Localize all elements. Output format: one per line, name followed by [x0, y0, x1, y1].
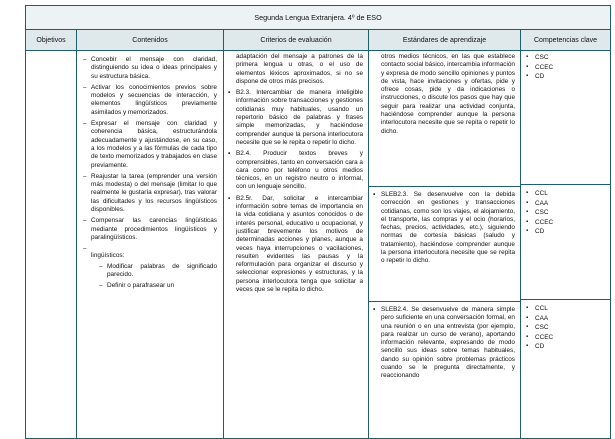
competencias-segment: [521, 185, 610, 300]
criterio-item: [224, 195, 368, 295]
header-estandares: Estándares de aprendizaje: [369, 30, 521, 51]
bullet-icon: ▪: [228, 150, 231, 158]
criterio-item: [224, 89, 368, 147]
estandar-segment: [369, 187, 520, 302]
criterio-item: [224, 150, 368, 191]
competencias-list: [521, 300, 610, 352]
list-item: – Reajustar la tarea (emprender una versión más modesta) o del mensaje (limitar lo que realmente le gustaría expresar), tras valorar las dificultades y los recursos lingüísticos disponibles.: [83, 173, 217, 214]
estandar-item: [369, 191, 520, 266]
estandar-text: SLEB2.4. Se desenvuelve de manera simple pero suficiente en una conversación formal, en una reunión o en una entrevista (por ejemplo, para realizar un curso de verano), aportando información relevante, expresando de modo sencillo sus ideas sobre temas habituales, dando su opinión sobre problemas prácticos cuando se le pregunta directamente, y reaccionando: [381, 306, 515, 380]
competencias-segment: [521, 300, 610, 352]
competencia-item: ▪ CSC: [526, 208, 610, 218]
sub-list-item: – Modificar palabras de significado parecido.: [99, 263, 217, 280]
table-header-row: [26, 30, 611, 51]
bullet-icon: ▪: [228, 194, 231, 202]
criterios-cell: [224, 51, 369, 439]
criterio-text: B2.3. Intercambiar de manera inteligible información sobre transacciones y gestiones cotidianas muy habituales, usando un repertorio básico de palabras y frases simple memorizadas, y haciéndose comprender aunque la persona interlocutora necesite que se le repita o repetir lo dicho.: [236, 89, 363, 146]
list-item: – Activar los conocimientos previos sobre modelos y secuencias de interacción, y elementos lingüísticos previamente asimilados y memorizados.: [83, 84, 217, 117]
table-row: [26, 51, 611, 439]
table-title-row: [26, 6, 611, 30]
table-title: Segunda Lengua Extranjera. 4º de ESO: [26, 6, 611, 30]
contenidos-cell: [77, 51, 224, 439]
estandar-item: [369, 53, 520, 136]
list-item: – Compensar las carencias lingüísticas mediante procedimientos lingüísticos y paralingüísticos.: [83, 217, 217, 242]
competencia-item: ▪ CD: [526, 227, 610, 237]
header-criterios: Criterios de evaluación: [224, 30, 369, 51]
list-item: – Expresar el mensaje con claridad y coherencia básica, estructurándola adecuadamente y ajustándose, en su caso, a los modelos y a las fórmulas de cada tipo de texto memorizados y trabajados en clase previamente.: [83, 120, 217, 170]
competencias-segment: [521, 51, 610, 185]
bullet-icon: ▪: [373, 306, 376, 313]
estandar-segment: [369, 51, 520, 187]
competencia-item: ▪ CD: [526, 72, 610, 82]
list-item: [83, 245, 217, 290]
estandares-cell: [369, 51, 521, 439]
estandar-text: otros medios técnicos, en las que establece contacto social básico, intercambia información y expresa de modo sencillo opiniones y puntos de vista, hace invitaciones y ofertas, pide y ofrece cosas, pide y da indicaciones o instrucciones, o discute los pasos que hay que seguir para realizar una actividad conjunta, haciéndose comprender aunque la persona interlocutora necesite que se repita o repetir lo dicho.: [381, 53, 515, 135]
estandar-text: SLEB2.3. Se desenvuelve con la debida corrección en gestiones y transacciones cotidianas, como son los viajes, el alojamiento, el transporte, las compras y el ocio (horarios, fechas, precios, actividades, etc.), siguiendo normas de cortesía básicas (saludo y tratamiento), haciéndose comprender aunque la persona interlocutora necesite que se repita o repetir lo dicho.: [381, 191, 515, 265]
criterio-text: B2.5r. Dar, solicitar e intercambiar información sobre temas de importancia en la vida cotidiana y asuntos conocidos o de interés personal, educativo u ocupacional, y justificar brevemente los motivos de determinadas acciones y planes, aunque a veces haya interrupciones o vacilaciones, resulten evidentes las pausas y la reformulación para organizar el discurso y seleccionar expresiones y estructuras, y la persona interlocutora tenga que solicitar a veces que se le repita lo dicho.: [236, 194, 363, 294]
competencia-item: ▪ CCEC: [526, 333, 610, 343]
objetivos-cell: [26, 51, 77, 439]
competencias-list: [521, 51, 610, 82]
sub-label: – lingüísticos:: [91, 252, 125, 260]
competencias-cell: [521, 51, 611, 439]
competencia-item: ▪ CAA: [526, 314, 610, 324]
contenidos-list: [77, 51, 223, 290]
header-competencias: Competencias clave: [521, 30, 611, 51]
sub-list: [99, 263, 217, 291]
criterio-text: B2.4. Producir textos breves y comprensibles, tanto en conversación cara a cara como por teléfono u otros medios técnicos, en un registro neutro o informal, con un lenguaje sencillo.: [236, 150, 363, 191]
competencia-item: ▪ CCEC: [526, 218, 610, 228]
list-item: – Concebir el mensaje con claridad, distinguiendo su idea o ideas principales y su estructura básica.: [83, 56, 217, 81]
bullet-icon: ▪: [228, 89, 231, 97]
curriculum-table: [25, 5, 611, 439]
competencia-item: ▪ CCEC: [526, 63, 610, 73]
header-objetivos: Objetivos: [26, 30, 77, 51]
header-contenidos: Contenidos: [77, 30, 224, 51]
competencia-item: ▪ CSC: [526, 323, 610, 333]
competencia-item: ▪ CAA: [526, 199, 610, 209]
competencia-item: ▪ CCL: [526, 304, 610, 314]
competencias-list: [521, 185, 610, 237]
competencia-item: ▪ CD: [526, 342, 610, 352]
estandar-item: [369, 306, 520, 381]
competencia-item: ▪ CSC: [526, 53, 610, 63]
bullet-icon: ▪: [373, 191, 376, 198]
criterio-continuation: adaptación del mensaje a patrones de la primera lengua u otras, o el uso de elementos léxicos aproximados, si no se dispone de otros más precisos.: [236, 53, 363, 85]
competencia-item: ▪ CCL: [526, 189, 610, 199]
sub-list-item: – Definir o parafrasear un: [99, 282, 217, 290]
estandar-segment: [369, 302, 520, 381]
